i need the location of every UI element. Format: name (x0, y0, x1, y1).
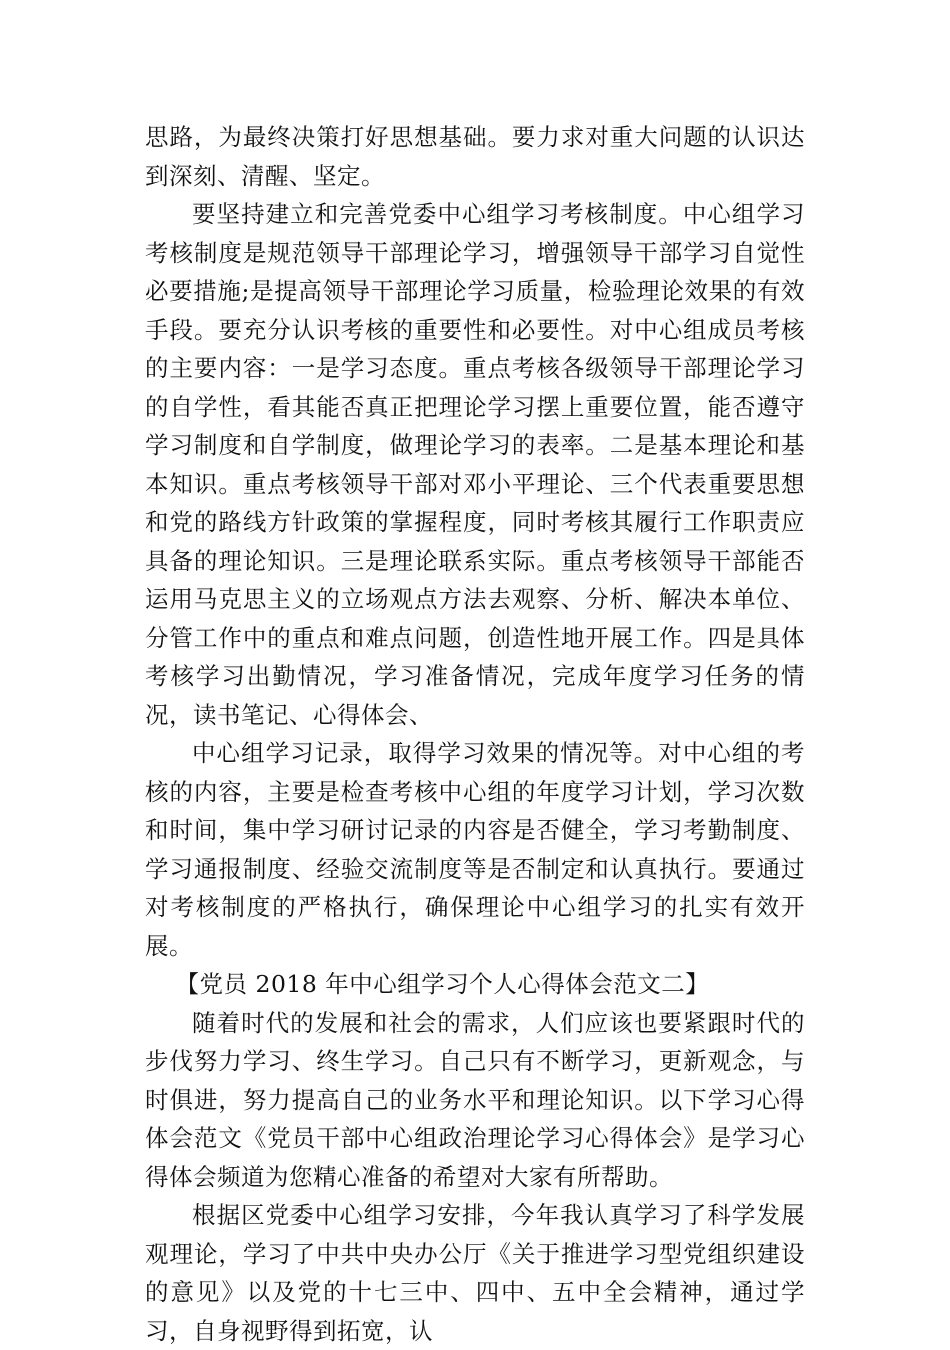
paragraph-study-arrangement: 根据区党委中心组学习安排，今年我认真学习了科学发展观理论，学习了中共中央办公厅《关于推进学习型党组织建设的意见》以及党的十七三中、四中、五中全会精神，通过学习，自身视野得到拓宽，认 (145, 1201, 805, 1345)
document-body (145, 118, 805, 1350)
section-heading: 【党员 2018 年中心组学习个人心得体会范文二】 (175, 970, 710, 998)
paragraph-continuation: 思路，为最终决策打好思想基础。要力求对重大问题的认识达到深刻、清醒、坚定。 (145, 123, 805, 190)
paragraph-intro: 随着时代的发展和社会的需求，人们应该也要紧跟时代的步伐努力学习、终生学习。自己只有不断学习，更新观念，与时俱进，努力提高自己的业务水平和理论知识。以下学习心得体会范文《党员干部中心组政治理论学习心得体会》是学习心得体会频道为您精心准备的希望对大家有所帮助。 (145, 1008, 805, 1191)
paragraph-group-records: 中心组学习记录，取得学习效果的情况等。对中心组的考核的内容，主要是检查考核中心组的年度学习计划，学习次数和时间，集中学习研讨记录的内容是否健全，学习考勤制度、学习通报制度、经验交流制度等是否制定和认真执行。要通过对考核制度的严格执行，确保理论中心组学习的扎实有效开展。 (145, 739, 805, 960)
paragraph-assessment-system: 要坚持建立和完善党委中心组学习考核制度。中心组学习考核制度是规范领导干部理论学习，增强领导干部学习自觉性必要措施;是提高领导干部理论学习质量，检验理论效果的有效手段。要充分认识考核的重要性和必要性。对中心组成员考核的主要内容：一是学习态度。重点考核各级领导干部理论学习的自学性，看其能否真正把理论学习摆上重要位置，能否遵守学习制度和自学制度，做理论学习的表率。二是基本理论和基本知识。重点考核领导干部对邓小平理论、三个代表重要思想和党的路线方针政策的掌握程度，同时考核其履行工作职责应具备的理论知识。三是理论联系实际。重点考核领导干部能否运用马克思主义的立场观点方法去观察、分析、解决本单位、分管工作中的重点和难点问题，创造性地开展工作。四是具体考核学习出勤情况，学习准备情况，完成年度学习任务的情况，读书笔记、心得体会、 (145, 200, 805, 729)
